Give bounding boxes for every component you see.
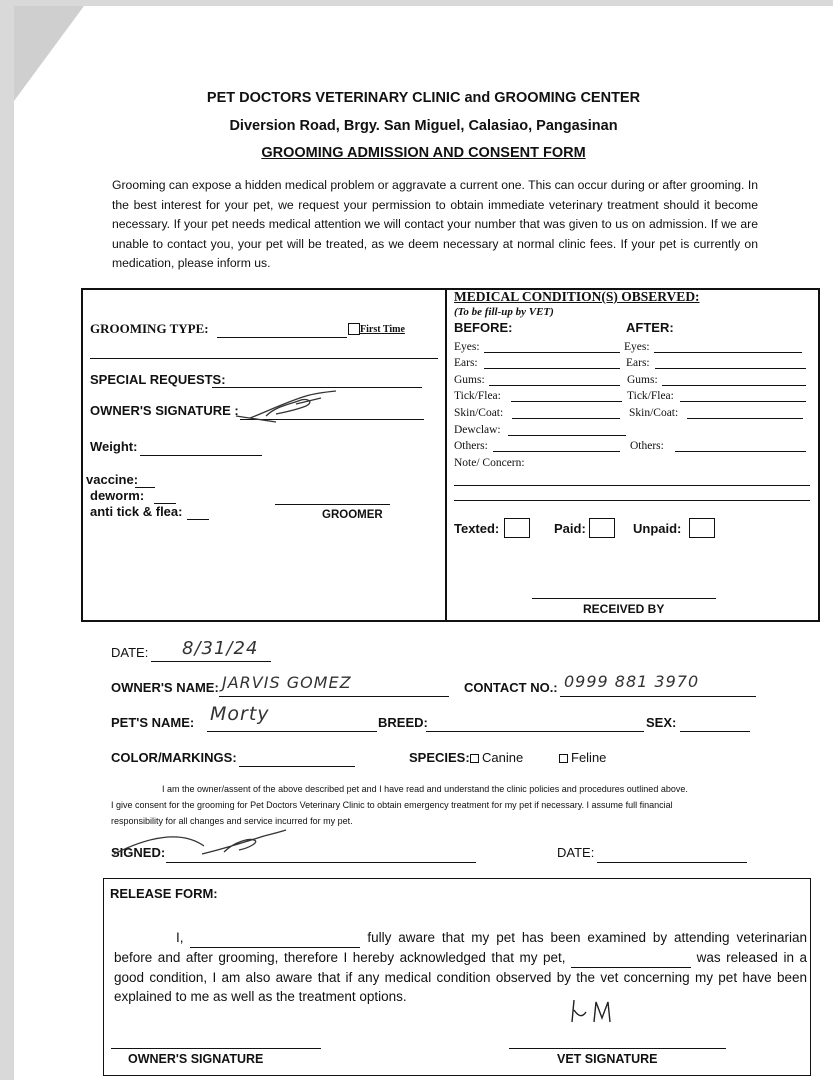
after-others: Others: xyxy=(630,440,664,452)
consent-date-field[interactable] xyxy=(597,862,747,863)
after-tickflea-field[interactable] xyxy=(680,401,806,402)
canine-label: Canine xyxy=(482,750,524,765)
date-field[interactable] xyxy=(151,661,271,662)
before-dewclaw: Dewclaw: xyxy=(454,424,501,436)
date-label: DATE: xyxy=(111,645,149,660)
form-paper xyxy=(14,6,833,1080)
clinic-address: Diversion Road, Brgy. San Miguel, Calasiao, Pangasinan xyxy=(229,118,618,134)
grooming-type-label: GROOMING TYPE: xyxy=(90,321,209,336)
received-by-label: RECEIVED BY xyxy=(583,602,665,616)
date-value: 8/31/24 xyxy=(182,638,259,659)
color-markings-field[interactable] xyxy=(239,766,355,767)
box-divider xyxy=(445,288,447,622)
groomer-signature-field[interactable] xyxy=(275,504,390,505)
owner-name-value: JARVIS GOMEZ xyxy=(222,673,352,692)
form-title: GROOMING ADMISSION AND CONSENT FORM xyxy=(261,145,586,161)
release-pet-field[interactable] xyxy=(571,948,691,968)
contact-label: CONTACT NO.: xyxy=(464,680,558,695)
before-eyes: Eyes: xyxy=(454,341,480,353)
clinic-name: PET DOCTORS VETERINARY CLINIC and GROOMING CENTER xyxy=(206,90,641,106)
grooming-type-line-2[interactable] xyxy=(90,358,438,359)
feline-checkbox[interactable] xyxy=(559,754,568,763)
owner-name-field[interactable] xyxy=(219,696,449,697)
release-text-1: fully aware that my pet has been examined by attending veterinarian before and after grooming, therefore I hereby acknowledged that my pet, xyxy=(114,930,807,965)
before-tickflea-field[interactable] xyxy=(511,401,622,402)
note-line-1[interactable] xyxy=(454,485,810,486)
after-others-field[interactable] xyxy=(675,451,806,452)
consent-date-label: DATE: xyxy=(557,845,595,860)
anti-tick-label: anti tick & flea: xyxy=(90,504,183,519)
signed-field[interactable] xyxy=(166,862,476,863)
before-skincoat: Skin/Coat: xyxy=(454,407,504,419)
release-form-title: RELEASE FORM: xyxy=(110,886,218,901)
after-ears-field[interactable] xyxy=(655,368,806,369)
special-requests-label: SPECIAL REQUESTS: xyxy=(90,372,226,387)
signed-label: SIGNED: xyxy=(111,845,166,860)
after-ears: Ears: xyxy=(626,357,650,369)
consent-line-1: I am the owner/assent of the above described pet and I have read and understand the clinic policies and procedures outlined above. xyxy=(162,784,688,794)
before-others-field[interactable] xyxy=(493,451,620,452)
anti-tick-field[interactable] xyxy=(187,519,209,520)
canine-checkbox[interactable] xyxy=(470,754,479,763)
vet-signature-field[interactable] xyxy=(509,1048,726,1049)
texted-label: Texted: xyxy=(454,521,500,536)
first-time-label: First Time xyxy=(360,324,405,335)
page-corner-fold xyxy=(14,6,84,101)
owner-release-signature-field[interactable] xyxy=(111,1048,321,1049)
medical-conditions-title: MEDICAL CONDITION(S) OBSERVED: xyxy=(454,289,700,304)
vaccine-label: vaccine: xyxy=(86,472,139,487)
pet-name-value: Morty xyxy=(210,703,270,725)
grooming-type-field[interactable] xyxy=(217,337,347,338)
after-gums-field[interactable] xyxy=(662,385,806,386)
consent-line-3: responsibility for all changes and service incurred for my pet. xyxy=(111,816,353,826)
note-concern-label: Note/ Concern: xyxy=(454,457,525,469)
before-others: Others: xyxy=(454,440,488,452)
pet-name-label: PET'S NAME: xyxy=(111,715,195,730)
first-time-checkbox[interactable] xyxy=(348,323,360,335)
vet-signature-label: VET SIGNATURE xyxy=(557,1052,658,1066)
note-line-2[interactable] xyxy=(454,500,810,501)
release-name-field[interactable] xyxy=(190,928,360,948)
deworm-label: deworm: xyxy=(90,488,145,503)
owner-name-label: OWNER'S NAME: xyxy=(111,680,219,695)
species-label: SPECIES: xyxy=(409,750,470,765)
feline-label: Feline xyxy=(571,750,607,765)
before-tickflea: Tick/Flea: xyxy=(454,390,501,402)
before-gums-field[interactable] xyxy=(489,385,620,386)
after-gums: Gums: xyxy=(627,374,658,386)
before-ears: Ears: xyxy=(454,357,478,369)
after-eyes-field[interactable] xyxy=(654,352,802,353)
owner-release-signature-label: OWNER'S SIGNATURE xyxy=(128,1052,264,1066)
after-eyes: Eyes: xyxy=(624,341,650,353)
unpaid-label: Unpaid: xyxy=(633,521,682,536)
release-i: I, xyxy=(176,930,184,945)
weight-label: Weight: xyxy=(90,439,138,454)
breed-label: BREED: xyxy=(378,715,428,730)
after-skincoat-field[interactable] xyxy=(687,418,803,419)
before-eyes-field[interactable] xyxy=(484,352,620,353)
owner-signature-label: OWNER'S SIGNATURE : xyxy=(90,403,239,418)
after-tickflea: Tick/Flea: xyxy=(627,390,674,402)
breed-field[interactable] xyxy=(426,731,644,732)
sex-field[interactable] xyxy=(680,731,750,732)
intro-paragraph: Grooming can expose a hidden medical problem or aggravate a current one. This can occur during or after grooming. In the best interest for your pet, we request your permission to obtain immediate veterinary treatment should it become necessary. If your pet needs medical attention we will contact your number that was given to us on admission. If we are unable to contact you, your pet will be treated, as we deem necessary at normal clinic fees. If your pet is currently on medication, please inform us. xyxy=(112,178,758,270)
release-paragraph xyxy=(114,928,807,1006)
after-heading: AFTER: xyxy=(626,320,674,335)
pet-name-field[interactable] xyxy=(207,731,377,732)
paid-checkbox[interactable] xyxy=(589,518,615,538)
color-markings-label: COLOR/MARKINGS: xyxy=(111,750,237,765)
paid-label: Paid: xyxy=(554,521,586,536)
before-heading: BEFORE: xyxy=(454,320,513,335)
consent-line-2: I give consent for the grooming for Pet Doctors Veterinary Clinic to obtain emergency treatment for my pet if necessary. I assume full financial xyxy=(111,800,673,810)
after-skincoat: Skin/Coat: xyxy=(629,407,679,419)
contact-value: 0999 881 3970 xyxy=(564,672,700,691)
owner-signature-scribble xyxy=(246,386,346,424)
unpaid-checkbox[interactable] xyxy=(689,518,715,538)
sex-label: SEX: xyxy=(646,715,677,730)
weight-field[interactable] xyxy=(140,455,262,456)
received-by-field[interactable] xyxy=(532,598,716,599)
texted-checkbox[interactable] xyxy=(504,518,530,538)
before-gums: Gums: xyxy=(454,374,485,386)
groomer-label: GROOMER xyxy=(322,509,383,521)
consent-signature-scribble xyxy=(194,824,294,860)
before-ears-field[interactable] xyxy=(484,368,620,369)
before-dewclaw-field[interactable] xyxy=(508,435,626,436)
contact-field[interactable] xyxy=(560,696,756,697)
before-skincoat-field[interactable] xyxy=(512,418,620,419)
release-text-2: was released in a good condition, I am also aware that if any medical condition observed by the vet concerning my pet have been explained to me as well as the treatment options. xyxy=(114,950,807,1004)
vet-note: (To be fill-up by VET) xyxy=(454,306,554,318)
vet-signature-scribble xyxy=(568,996,628,1026)
